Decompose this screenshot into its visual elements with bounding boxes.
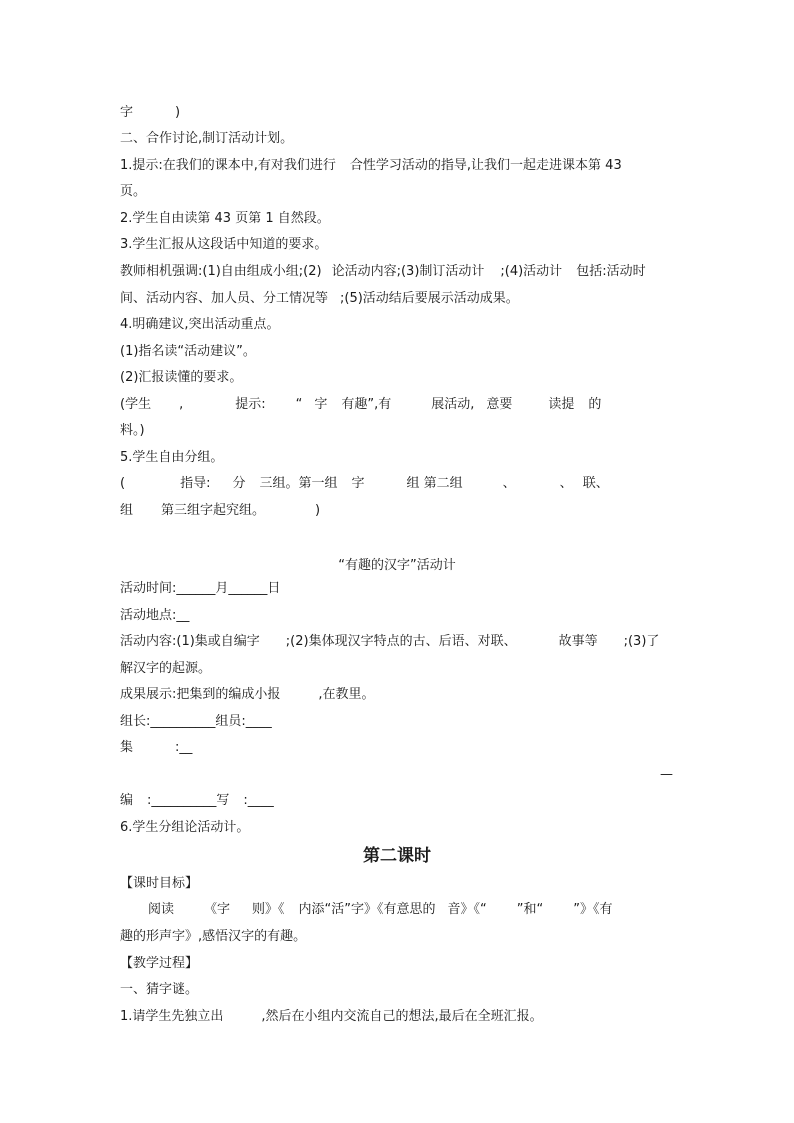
plan-content-line <box>120 633 659 650</box>
text-fragment: ,在教里。 <box>318 687 375 702</box>
text-line: 一、猜字谜。 <box>120 982 199 997</box>
text-fragment: 成果展示:把集到的编成小报 <box>120 687 281 702</box>
text-fragment: 展活动, <box>431 397 475 412</box>
text-fragment: ;(3)了 <box>623 634 660 649</box>
plan-collect-line <box>120 739 192 756</box>
text-fragment: :__ <box>175 740 193 755</box>
text-fragment: ) <box>315 503 321 518</box>
lesson-heading: 第二课时 <box>363 846 431 866</box>
text-line <box>120 290 519 307</box>
text-line: (2)汇报读懂的要求。 <box>120 370 243 385</box>
text-fragment: 教师相机强调:(1)自由组成小组;(2) <box>120 264 322 279</box>
text-fragment: 字 <box>351 476 365 491</box>
process-label: 【教学过程】 <box>120 956 199 971</box>
text-fragment: “ <box>295 397 303 412</box>
text-fragment: ) <box>175 105 181 120</box>
text-fragment: 集 <box>120 740 134 755</box>
text-fragment: ( <box>120 476 126 491</box>
text-fragment: 读提 <box>548 397 575 412</box>
text-line <box>120 396 601 413</box>
text-fragment: 意要 <box>486 397 513 412</box>
text-fragment: 内添“活”字》《有意思的 <box>298 902 436 917</box>
goal-line <box>148 901 613 918</box>
text-fragment: 提示: <box>235 397 266 412</box>
text-fragment: ;(2)集体现汉字特点的古、后语、对联、 <box>285 634 517 649</box>
text-line: 5.学生自由分组。 <box>120 450 224 465</box>
text-fragment: ;(4)活动计 <box>500 264 563 279</box>
dash-mark: — <box>660 767 673 782</box>
text-fragment: :____ <box>243 793 274 808</box>
text-line: 3.学生汇报从这段话中知道的要求。 <box>120 237 328 252</box>
text-line <box>120 502 320 519</box>
text-fragment: 分 <box>232 476 246 491</box>
text-fragment: 、 <box>502 476 516 491</box>
text-line <box>120 475 609 492</box>
text-fragment: 活动内容:(1)集或自编字 <box>120 634 260 649</box>
text-fragment: ”和“ <box>516 902 544 917</box>
text-fragment: 1.请学生先独立出 <box>120 1009 224 1024</box>
text-fragment: 合性学习活动的指导,让我们一起走进课本第 43 <box>349 158 622 173</box>
text-line: 2.学生自由读第 43 页第 1 自然段。 <box>120 211 330 226</box>
text-fragment: 编 <box>120 793 134 808</box>
text-line <box>120 104 180 121</box>
text-line: 4.明确建议,突出活动重点。 <box>120 317 280 332</box>
text-fragment: 故事等 <box>558 634 598 649</box>
text-fragment: 则》《 <box>252 902 285 917</box>
text-fragment: , <box>179 397 184 412</box>
text-fragment: 组 <box>120 503 134 518</box>
text-fragment: 包括:活动时 <box>576 264 646 279</box>
text-fragment: 有趣”,有 <box>341 397 392 412</box>
text-line: 页。 <box>120 184 147 199</box>
text-fragment: 三组。第一组 <box>259 476 338 491</box>
plan-title: “有趣的汉字”活动计 <box>338 558 456 573</box>
text-fragment: 、 <box>559 476 573 491</box>
text-fragment: 间、活动内容、加人员、分工情况等 <box>120 291 329 306</box>
text-line <box>120 263 646 280</box>
plan-place-line: 活动地点:__ <box>120 608 190 623</box>
text-fragment: 联、 <box>582 476 609 491</box>
text-fragment: 《字 <box>204 902 231 917</box>
text-line: (1)指名读“活动建议”。 <box>120 344 256 359</box>
text-fragment: 字 <box>314 397 328 412</box>
text-line: 6.学生分组论活动计。 <box>120 820 250 835</box>
plan-leader-line: 组长:__________组员:____ <box>120 714 272 729</box>
text-fragment: 第三组字起究组。 <box>161 503 266 518</box>
text-fragment: 论活动内容;(3)制订活动计 <box>331 264 485 279</box>
text-fragment: 1.提示:在我们的课本中,有对我们进行 <box>120 158 336 173</box>
text-line <box>120 1008 543 1025</box>
plan-edit-line <box>120 792 274 809</box>
text-fragment: ;(5)活动结后要展示活动成果。 <box>340 291 519 306</box>
text-fragment: ,然后在小组内交流自己的想法,最后在全班汇报。 <box>261 1009 543 1024</box>
plan-result-line <box>120 686 375 703</box>
text-fragment: 的 <box>588 397 602 412</box>
text-fragment: (学生 <box>120 397 152 412</box>
plan-time-line: 活动时间:______月______日 <box>120 581 281 596</box>
section-heading-2: 二、合作讨论,制订活动计划。 <box>120 131 294 146</box>
text-line: 料。) <box>120 423 145 438</box>
text-fragment: 指导: <box>180 476 211 491</box>
text-fragment: 阅读 <box>148 902 175 917</box>
text-line: 解汉字的起源。 <box>120 661 212 676</box>
text-fragment: 音》《“ <box>447 902 487 917</box>
text-fragment: ”》《有 <box>573 902 613 917</box>
text-line: 趣的形声字》,感悟汉字的有趣。 <box>120 929 307 944</box>
text-line <box>120 157 622 174</box>
goal-label: 【课时目标】 <box>120 876 199 891</box>
text-fragment: 组 第二组 <box>406 476 463 491</box>
text-fragment: :__________写 <box>147 793 230 808</box>
text-fragment: 字 <box>120 105 134 120</box>
